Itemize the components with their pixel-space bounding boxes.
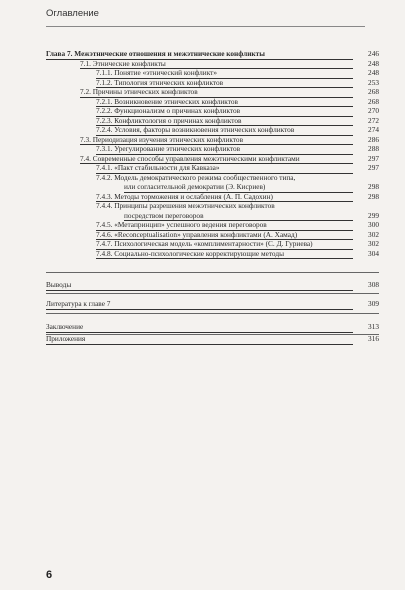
toc-page: 298	[355, 193, 379, 202]
toc-entry[interactable]	[46, 107, 379, 116]
toc-num: 7.2.	[80, 87, 91, 96]
section-divider	[46, 313, 379, 314]
toc-entry-continuation[interactable]	[46, 212, 379, 221]
toc-num: 7.4.1.	[96, 163, 113, 172]
toc-page: 309	[355, 300, 379, 309]
toc-entry[interactable]	[46, 240, 379, 249]
toc-chapter-title: Межэтнические отношения и межэтнические конфликты	[74, 49, 265, 58]
toc-page: 288	[355, 145, 379, 154]
toc-title: Этнические конфликты	[92, 58, 166, 68]
toc-entry[interactable]	[46, 88, 379, 97]
toc-tail-entry[interactable]	[46, 335, 379, 344]
toc-title: Приложения	[46, 334, 86, 343]
toc-title: Литература к главе 7	[46, 299, 111, 308]
toc-num: 7.4.2.	[96, 172, 113, 182]
toc-page: 299	[355, 212, 379, 221]
toc-page: 313	[355, 323, 379, 332]
toc-title: «Метапринцип» успешного ведения переговоров	[114, 220, 267, 229]
toc-page: 298	[355, 183, 379, 192]
toc-entry-multiline[interactable]	[46, 202, 379, 211]
toc-num: 7.1.1.	[96, 68, 113, 77]
toc-leader	[96, 258, 353, 259]
toc-title: Функционализм о причинах конфликтов	[114, 106, 241, 115]
toc-num: 7.2.1.	[96, 96, 113, 106]
toc-page: 308	[355, 281, 379, 290]
toc-entry[interactable]	[46, 145, 379, 154]
toc-entry[interactable]	[46, 126, 379, 135]
toc-title: Конфликтология о причинах конфликтов	[114, 115, 242, 125]
toc-entry[interactable]	[46, 60, 379, 69]
toc-num: 7.4.5.	[96, 220, 113, 229]
toc-title: Причины этнических конфликтов	[92, 87, 198, 96]
toc-title: Условия, факторы возникновения этнических конфликтов	[114, 125, 295, 134]
toc-title: Психологическая модель «комплиментарности» (С. Д. Гуриева)	[114, 239, 313, 248]
toc-entry[interactable]	[46, 136, 379, 145]
toc-page: 302	[355, 240, 379, 249]
toc-page: 304	[355, 250, 379, 259]
toc-title-continued: посредством переговоров	[124, 210, 204, 220]
toc-leader	[46, 309, 353, 310]
toc-title: Урегулирование этнических конфликтов	[114, 144, 241, 153]
toc-leader	[46, 344, 353, 345]
toc-page: 286	[355, 136, 379, 145]
toc-title: Принципы разрешения межэтнических конфликтов	[114, 201, 275, 210]
toc-title: Понятие «этнический конфликт»	[114, 68, 217, 77]
toc-title-continued: или согласительной демократии (Э. Кисриев)	[124, 182, 266, 191]
toc-entry[interactable]	[46, 164, 379, 173]
toc-entry-continuation[interactable]	[46, 183, 379, 192]
toc-page: 248	[355, 60, 379, 69]
toc-num: 7.2.4.	[96, 125, 113, 134]
toc-page: 300	[355, 221, 379, 230]
toc-num: 7.4.3.	[96, 191, 113, 201]
running-header: Оглавление	[46, 8, 99, 19]
toc-entry[interactable]	[46, 250, 379, 259]
toc-num: 7.4.4.	[96, 201, 113, 210]
toc-title: Возникновение этнических конфликтов	[114, 96, 238, 106]
toc-num: 7.2.2.	[96, 106, 113, 115]
toc-entry[interactable]	[46, 117, 379, 126]
toc-title: «Reconceptualisation» управления конфликтами (А. Хамад)	[114, 229, 298, 239]
toc-page: 274	[355, 126, 379, 135]
toc-page: 272	[355, 117, 379, 126]
toc-num: 7.4.7.	[96, 239, 113, 248]
toc-page: 248	[355, 69, 379, 78]
toc-num: 7.4.8.	[96, 248, 113, 258]
toc-entry-multiline[interactable]	[46, 174, 379, 183]
toc-entry[interactable]	[46, 98, 379, 107]
toc-tail-entry[interactable]	[46, 300, 379, 309]
toc-title: Модель демократического режима сообщественного типа,	[114, 172, 296, 182]
toc-title: Типология этнических конфликтов	[114, 77, 224, 87]
toc-title: «Пакт стабильности для Кавказа»	[114, 163, 220, 172]
toc-title: Периодизация изучения этнических конфликтов	[92, 134, 244, 144]
toc-chapter-label: Глава 7.	[46, 49, 73, 58]
toc-page: 253	[355, 79, 379, 88]
toc-title: Современные способы управления межэтническими конфликтами	[92, 153, 300, 163]
toc-num: 7.4.	[80, 153, 91, 163]
toc-chapter[interactable]	[46, 50, 379, 59]
toc-entry[interactable]	[46, 155, 379, 164]
toc-page: 316	[355, 335, 379, 344]
toc-entry[interactable]	[46, 69, 379, 78]
toc-page: 246	[355, 50, 379, 59]
toc-num: 7.1.2.	[96, 77, 113, 87]
toc-page: 268	[355, 98, 379, 107]
toc-page: 297	[355, 155, 379, 164]
toc-num: 7.4.6.	[96, 229, 113, 239]
toc-title: Выводы	[46, 280, 72, 289]
toc-leader	[46, 332, 353, 333]
toc-title: Социально-психологические корректирующие методы	[114, 248, 284, 258]
toc-page: 268	[355, 88, 379, 97]
toc-leader	[46, 290, 353, 291]
toc-num: 7.3.	[80, 134, 91, 144]
section-divider	[46, 293, 379, 294]
header-rule	[46, 26, 365, 27]
toc-title: Заключение	[46, 322, 84, 331]
page-number: 6	[46, 569, 53, 581]
toc-entry[interactable]	[46, 193, 379, 202]
toc-entry[interactable]	[46, 221, 379, 230]
toc-page: 302	[355, 231, 379, 240]
toc-title: Методы торможения и ослабления (А. П. Садохин)	[114, 191, 273, 201]
toc-tail-entry[interactable]	[46, 281, 379, 290]
toc-page: 270	[355, 107, 379, 116]
toc-page: 297	[355, 164, 379, 173]
toc-num: 7.3.1.	[96, 144, 113, 153]
toc-num: 7.2.3.	[96, 115, 113, 125]
toc-num: 7.1.	[80, 58, 91, 68]
section-divider	[46, 272, 379, 273]
toc-entry[interactable]	[46, 79, 379, 88]
toc-entry[interactable]	[46, 231, 379, 240]
toc-tail-entry[interactable]	[46, 323, 379, 332]
